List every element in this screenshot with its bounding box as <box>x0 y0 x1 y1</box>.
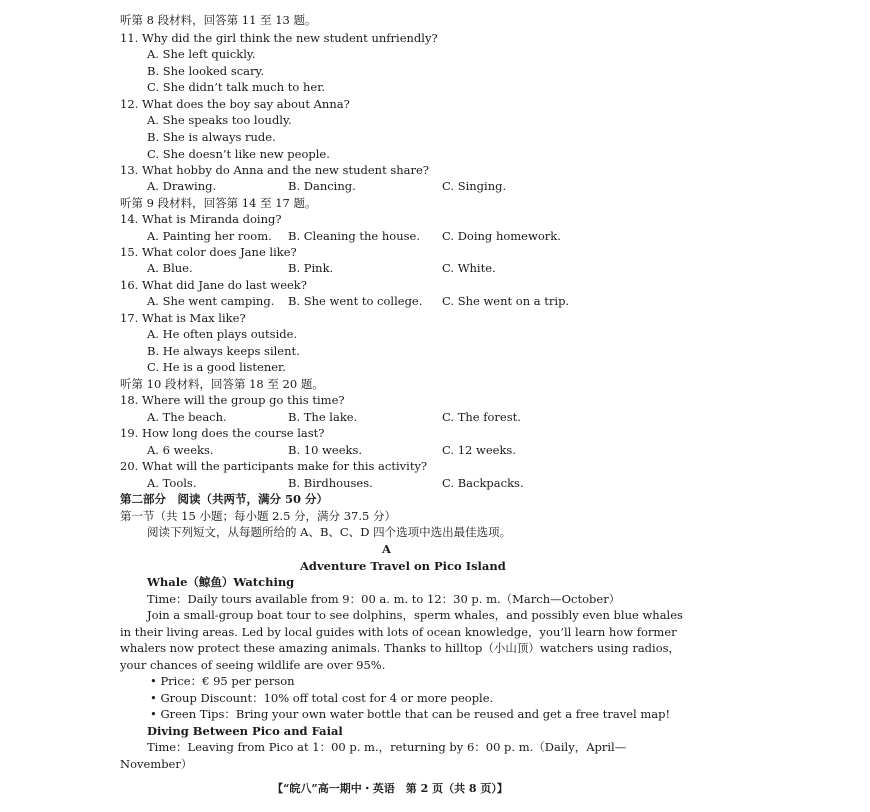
option-20b: B. Birdhouses. <box>288 476 373 490</box>
option-19a: A. 6 weeks. <box>147 443 214 457</box>
option-19b: B. 10 weeks. <box>288 443 363 457</box>
question-16: 16. What did Jane do last week? <box>120 278 307 292</box>
option-14c: C. Doing homework. <box>442 229 561 243</box>
part-two-heading: 第二部分 阅读（共两节，满分 50 分） <box>120 492 329 506</box>
option-13c: C. Singing. <box>442 179 507 193</box>
option-16c: C. She went on a trip. <box>442 294 570 308</box>
option-17b: B. He always keeps silent. <box>147 344 300 358</box>
option-15a: A. Blue. <box>147 261 193 275</box>
option-12a: A. She speaks too loudly. <box>147 113 292 127</box>
option-14a: A. Painting her room. <box>147 229 272 243</box>
question-15: 15. What color does Jane like? <box>120 245 297 259</box>
option-12c: C. She doesn’t like new people. <box>147 147 330 161</box>
option-16a: A. She went camping. <box>147 294 275 308</box>
whale-paragraph-line1: Join a small-group boat tour to see dolphins，sperm whales，and possibly even blue whales <box>147 608 683 622</box>
question-11: 11. Why did the girl think the new student unfriendly? <box>120 31 438 45</box>
question-17: 17. What is Max like? <box>120 311 246 325</box>
option-13b: B. Dancing. <box>288 179 356 193</box>
option-14b: B. Cleaning the house. <box>288 229 420 243</box>
section-one-heading: 第一节（共 15 小题；每小题 2.5 分，满分 37.5 分） <box>120 509 396 523</box>
section-instruction-8: 听第 8 段材料，回答第 11 至 13 题。 <box>120 13 317 27</box>
option-11a: A. She left quickly. <box>147 47 256 61</box>
diving-heading: Diving Between Pico and Faial <box>147 724 343 738</box>
whale-paragraph-line3: whalers now protect these amazing animals. Thanks to hilltop（小山顶）watchers using radios， <box>120 641 681 655</box>
option-18a: A. The beach. <box>147 410 227 424</box>
option-11c: C. She didn’t talk much to her. <box>147 80 326 94</box>
price-bullet: • Price：€ 95 per person <box>150 674 295 688</box>
diving-time-line1: Time：Leaving from Pico at 1：00 p. m.，returning by 6：00 p. m.（Daily，April— <box>147 740 627 754</box>
whale-watching-heading: Whale（鲸鱼）Watching <box>147 575 295 589</box>
option-13a: A. Drawing. <box>147 179 217 193</box>
reading-instruction: 阅读下列短文，从每题所给的 A、B、C、D 四个选项中选出最佳选项。 <box>147 525 512 539</box>
whale-paragraph-line2: in their living areas. Led by local guides with lots of ocean knowledge，you’ll learn how former <box>120 625 677 639</box>
option-12b: B. She is always rude. <box>147 130 276 144</box>
option-19c: C. 12 weeks. <box>442 443 516 457</box>
question-12: 12. What does the boy say about Anna? <box>120 97 350 111</box>
question-18: 18. Where will the group go this time? <box>120 393 345 407</box>
diving-time-line2: November） <box>120 757 193 771</box>
option-16b: B. She went to college. <box>288 294 423 308</box>
section-instruction-9: 听第 9 段材料，回答第 14 至 17 题。 <box>120 196 317 210</box>
question-14: 14. What is Miranda doing? <box>120 212 282 226</box>
option-15c: C. White. <box>442 261 496 275</box>
passage-letter: A <box>382 542 391 556</box>
whale-watching-time: Time：Daily tours available from 9：00 a. m. to 12：30 p. m.（March—October） <box>147 592 621 606</box>
group-discount-bullet: • Group Discount：10% off total cost for 4 or more people. <box>150 691 494 705</box>
option-17c: C. He is a good listener. <box>147 360 286 374</box>
option-15b: B. Pink. <box>288 261 334 275</box>
option-11b: B. She looked scary. <box>147 64 265 78</box>
option-18b: B. The lake. <box>288 410 358 424</box>
option-18c: C. The forest. <box>442 410 521 424</box>
option-20c: C. Backpacks. <box>442 476 524 490</box>
passage-title: Adventure Travel on Pico Island <box>300 559 506 573</box>
option-20a: A. Tools. <box>147 476 197 490</box>
question-19: 19. How long does the course last? <box>120 426 325 440</box>
question-20: 20. What will the participants make for this activity? <box>120 459 428 473</box>
option-17a: A. He often plays outside. <box>147 327 298 341</box>
page-footer: 【“皖八”高一期中・英语 第 2 页（共 8 页）】 <box>272 782 508 795</box>
whale-paragraph-line4: your chances of seeing wildlife are over 95%. <box>120 658 386 672</box>
section-instruction-10: 听第 10 段材料，回答第 18 至 20 题。 <box>120 377 324 391</box>
question-13: 13. What hobby do Anna and the new student share? <box>120 163 429 177</box>
green-tips-bullet: • Green Tips：Bring your own water bottle that can be reused and get a free travel map! <box>150 707 671 721</box>
